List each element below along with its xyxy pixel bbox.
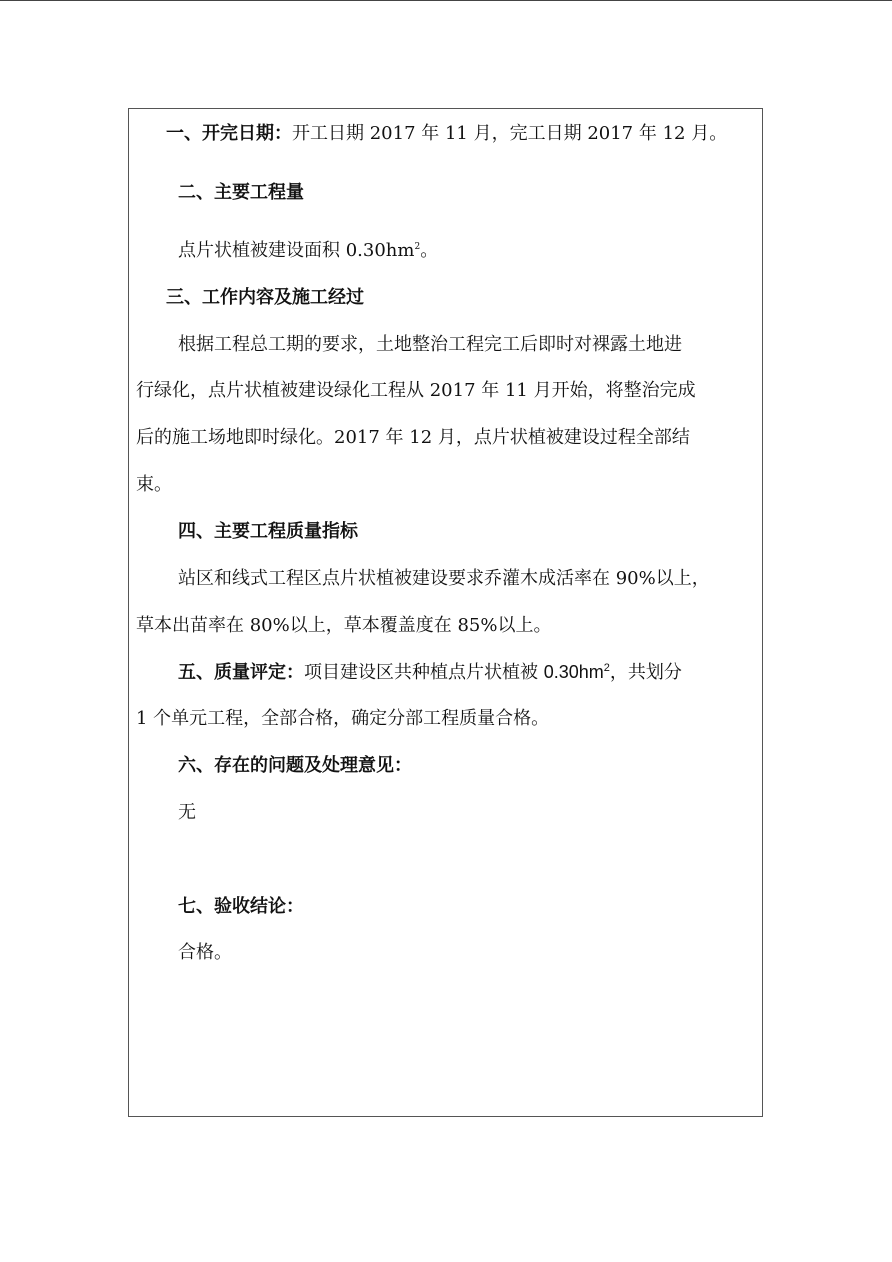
vegetation-area-suffix: 。	[420, 240, 439, 261]
quality-assessment-suffix: ，共划分	[609, 662, 682, 683]
quality-assessment-text: 项目建设区共种植点片状植被	[304, 662, 544, 683]
quality-assessment-line-1	[178, 660, 682, 684]
issues-text: 无	[178, 802, 196, 823]
acceptance-conclusion-heading: 七、验收结论：	[178, 896, 304, 917]
quality-indicators-line-2: 草本出苗率在 80%以上，草本覆盖度在 85%以上。	[136, 615, 552, 636]
acceptance-conclusion-text: 合格。	[178, 942, 232, 963]
work-content-line-2: 行绿化，点片状植被建设绿化工程从 2017 年 11 月开始，将整治完成	[136, 380, 696, 401]
start-end-date-line	[166, 122, 727, 146]
area-unit-superscript: 2	[414, 242, 421, 252]
start-end-date-text: 开工日期 2017 年 11 月，完工日期 2017 年 12 月。	[292, 123, 728, 144]
quality-assessment-label: 五、质量评定：	[178, 662, 304, 683]
issues-heading: 六、存在的问题及处理意见：	[178, 755, 412, 776]
quality-assessment-value: 0.30hm	[543, 662, 604, 682]
work-content-heading: 三、工作内容及施工经过	[166, 287, 364, 308]
vegetation-area-text: 点片状植被建设面积 0.30hm	[178, 240, 415, 261]
main-quantities-heading: 二、主要工程量	[178, 182, 304, 203]
quality-indicators-heading: 四、主要工程质量指标	[178, 521, 358, 542]
start-end-date-label: 一、开完日期：	[166, 123, 292, 144]
quality-indicators-line-1: 站区和线式工程区点片状植被建设要求乔灌木成活率在 90%以上，	[178, 568, 710, 589]
work-content-line-4: 束。	[136, 474, 172, 495]
vegetation-area-line	[178, 239, 438, 263]
work-content-line-3: 后的施工场地即时绿化。2017 年 12 月，点片状植被建设过程全部结	[136, 427, 690, 448]
work-content-line-1: 根据工程总工期的要求，土地整治工程完工后即时对裸露土地进	[178, 334, 682, 355]
page-top-rule	[0, 0, 892, 1]
quality-assessment-line-2: 1 个单元工程，全部合格，确定分部工程质量合格。	[136, 708, 550, 729]
quality-assessment-unit-superscript: 2	[603, 662, 610, 674]
